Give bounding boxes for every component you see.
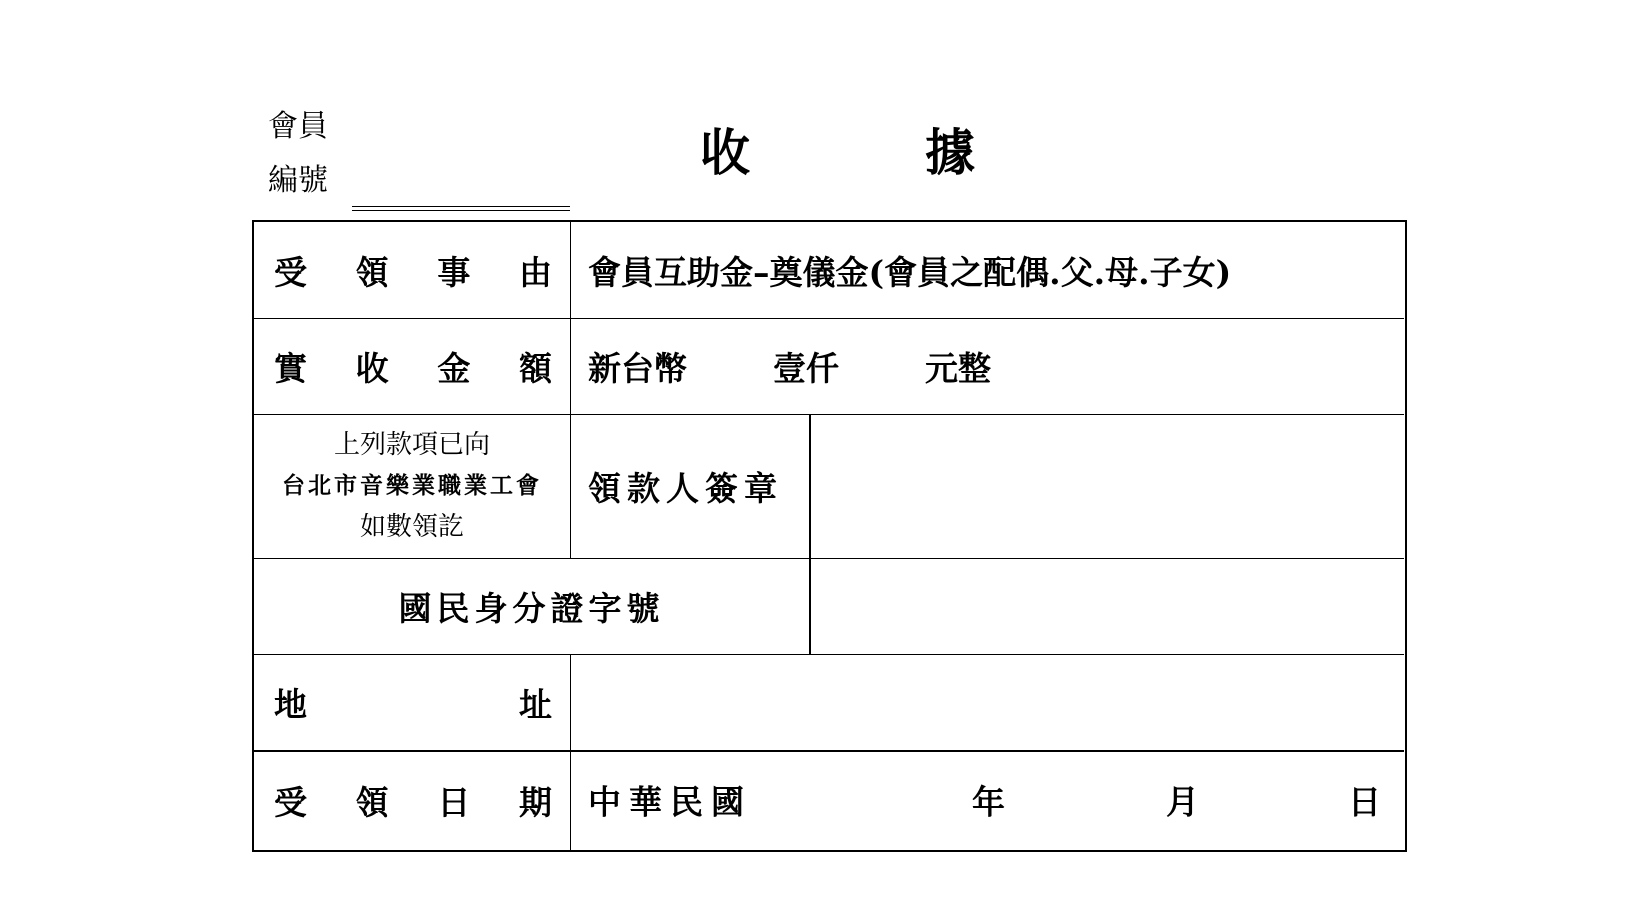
amount-currency: 新台幣 xyxy=(588,348,687,388)
notice-line-3: 如數領訖 xyxy=(359,512,464,542)
document-title-char-2: 據 xyxy=(925,123,975,182)
date-label: 受 領 日 期 xyxy=(274,782,552,822)
signature-label: 領款人簽章 xyxy=(588,468,783,508)
member-number-field[interactable] xyxy=(352,206,570,211)
id-number-field[interactable] xyxy=(811,558,1404,654)
amount-value xyxy=(570,318,1404,414)
id-number-label: 國民身分證字號 xyxy=(398,588,665,628)
address-field[interactable] xyxy=(570,654,1404,750)
date-day-label: 日 xyxy=(1348,782,1381,822)
member-label-line1: 會員 xyxy=(268,109,328,144)
member-number-label xyxy=(268,100,348,208)
date-era: 中華民國 xyxy=(588,782,752,822)
date-year-label: 年 xyxy=(972,782,1005,822)
member-label-line2: 編號 xyxy=(268,163,328,198)
signature-field[interactable] xyxy=(811,414,1404,558)
reason-label: 受 領 事 由 xyxy=(274,252,552,292)
date-field[interactable] xyxy=(570,751,1404,849)
reason-value: 會員互助金–奠儀金(會員之配偶.父.母.子女) xyxy=(588,252,1232,292)
receipt-notice xyxy=(254,414,570,558)
date-month-label: 月 xyxy=(1166,782,1199,822)
address-label: 地 址 xyxy=(274,684,552,724)
document-title-char-1: 收 xyxy=(700,123,750,182)
amount-label: 實 收 金 額 xyxy=(274,348,552,388)
notice-line-1: 上列款項已向 xyxy=(333,430,490,460)
amount-suffix: 元整 xyxy=(925,348,991,388)
notice-union-name: 台北市音樂業職業工會 xyxy=(282,472,542,499)
amount-text: 壹仟 xyxy=(773,348,839,388)
receipt-form-table xyxy=(252,220,1407,852)
